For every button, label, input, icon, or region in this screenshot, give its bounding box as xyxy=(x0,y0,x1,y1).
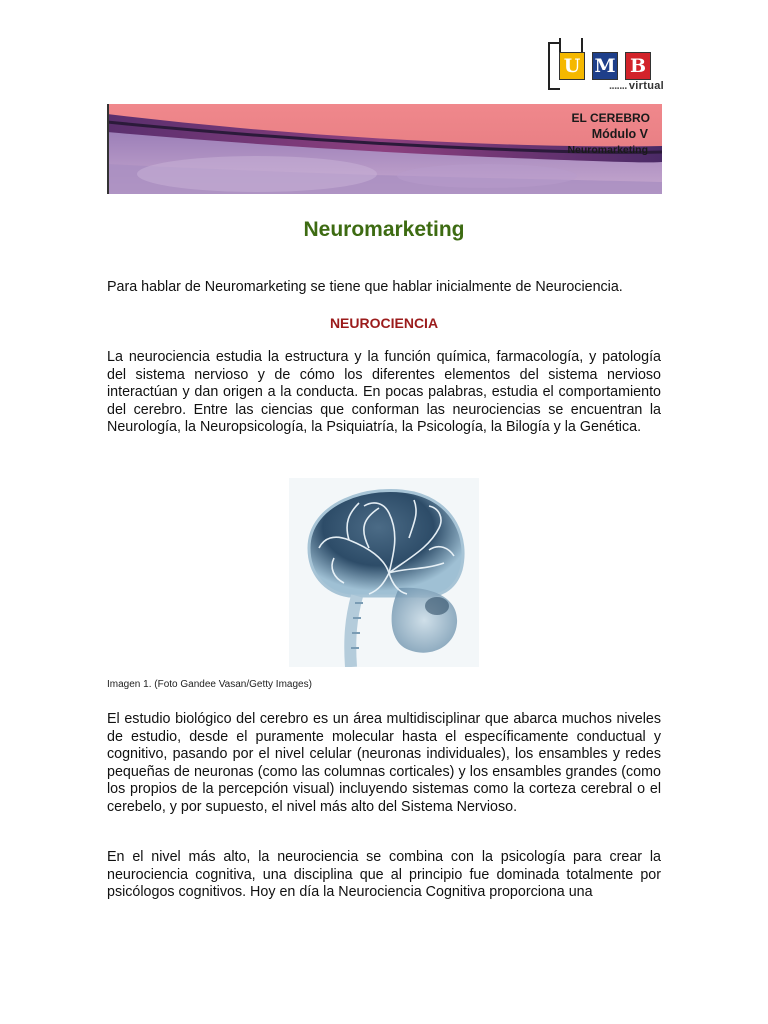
banner-line-2: Módulo V xyxy=(591,127,648,141)
logo-tagline: ....... virtual xyxy=(608,80,664,92)
logo-stem xyxy=(559,38,583,52)
highest-level-paragraph: En el nivel más alto, la neurociencia se combina con la psicología para crear la neurociencia cognitiva, una disciplina que al principio fue dominada totalmente por psicólogos cognitivos. Hoy en día la Neurociencia Cognitiva proporciona una xyxy=(107,849,661,901)
brain-xray-illustration xyxy=(289,478,479,667)
logo-letter-m: M xyxy=(592,52,618,80)
logo-letter-u: U xyxy=(559,52,585,80)
intro-paragraph: Para hablar de Neuromarketing se tiene que hablar inicialmente de Neurociencia. xyxy=(107,279,623,295)
banner-line-3: Neuromarketing xyxy=(567,144,648,156)
section-heading: NEUROCIENCIA xyxy=(329,315,439,331)
brain-xray-image xyxy=(289,478,479,667)
module-banner xyxy=(107,104,662,194)
image-caption: Imagen 1. (Foto Gandee Vasan/Getty Images) xyxy=(107,679,312,690)
umb-virtual-logo xyxy=(548,38,664,96)
neuroscience-paragraph: La neurociencia estudia la estructura y la función química, farmacología, y patología del sistema nervioso y de cómo los diferentes elementos del sistema nervioso interactúan y dan origen a la conducta. En pocas palabras, estudia el comportamiento del cerebro. Entre las ciencias que conforman las neurociencias se encuentran la Neurología, la Neuropsicología, la Psiquiatría, la Psicología, la Bilogía y la Genética. xyxy=(107,349,661,436)
biological-study-paragraph: El estudio biológico del cerebro es un área multidisciplinar que abarca muchos niveles de estudio, desde el puramente molecular hasta el específicamente conductual y cognitivo, pasando por el nivel celular (neuronas individuales), los ensambles y redes pequeñas de neuronas (como las columnas corticales) y los ensambles grandes (como los propios de la percepción visual) incluyendo sistemas como la corteza cerebral o el cerebelo, y por supuesto, el nivel más alto del Sistema Nervioso. xyxy=(107,711,661,815)
banner-line-1: EL CEREBRO xyxy=(571,111,650,125)
page-title: Neuromarketing xyxy=(303,218,465,241)
logo-letter-b: B xyxy=(625,52,651,80)
